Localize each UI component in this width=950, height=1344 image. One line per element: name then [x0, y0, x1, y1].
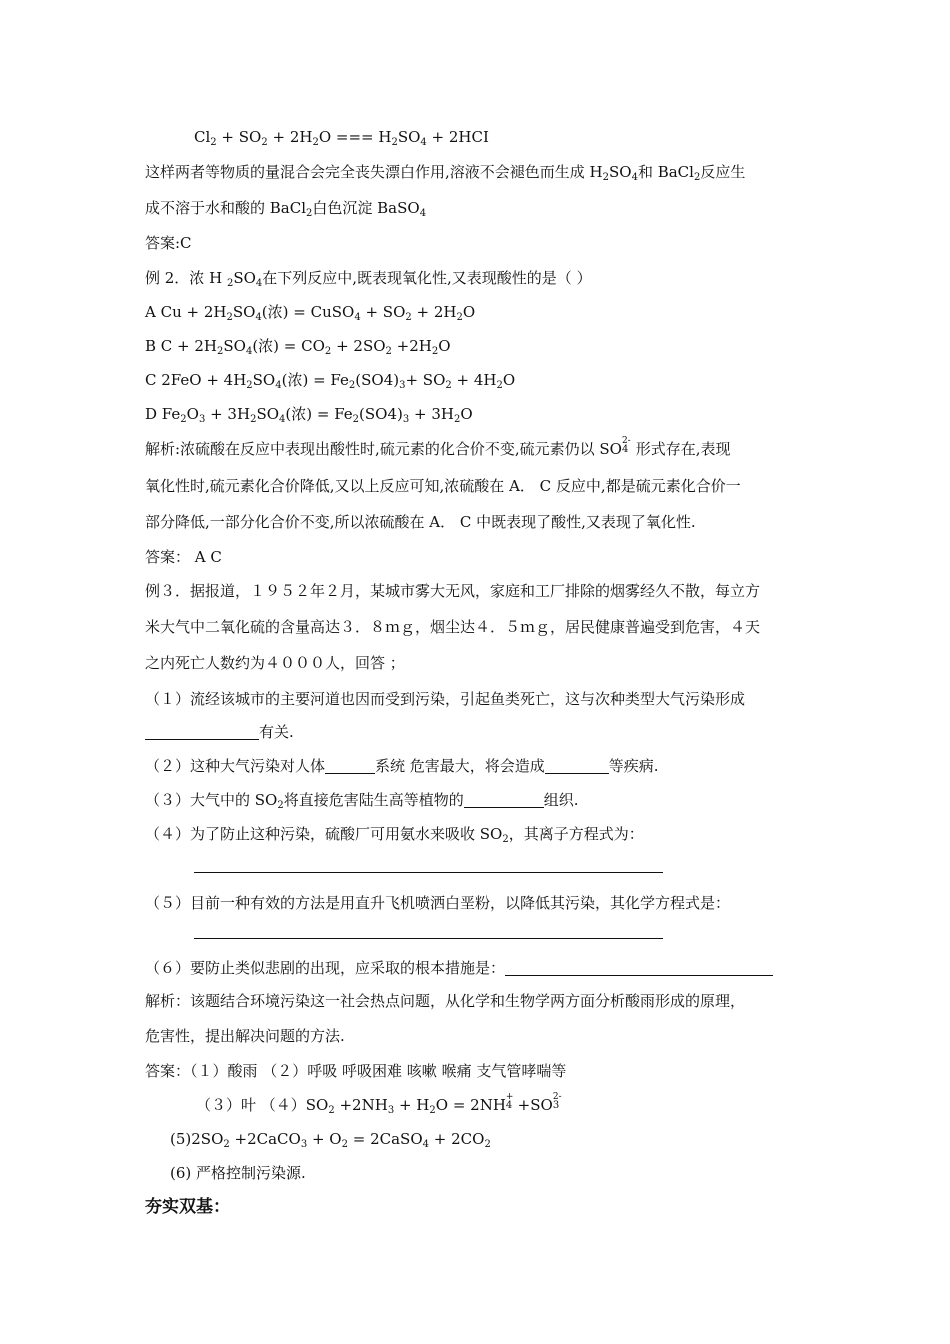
example3-analysis-line-2: 危害性，提出解决问题的方法. [145, 1027, 345, 1045]
example2-analysis-line-3: 部分降低,一部分化合价不变,所以浓硫酸在 A． C 中既表现了酸性,又表现了氧化性. [145, 513, 696, 531]
example3-q1-line-2: 有关. [145, 722, 294, 742]
example3-q1-line-1: （１）流经该城市的主要河道也因而受到污染，引起鱼类死亡，这与次种类型大气污染形成 [145, 690, 746, 708]
example2-option-a: A $Cu + 2H_2SO_4$(浓) = CuSO$_4$ + $SO_2 + 2H_2O$ [145, 303, 476, 323]
example3-analysis-line-1: 解析：该题结合环境污染这一社会热点问题，从化学和生物学两方面分析酸雨形成的原理， [145, 992, 746, 1010]
example3-q5: （５）目前一种有效的方法是用直升飞机喷洒白垩粉，以降低其污染，其化学方程式是： [145, 894, 731, 912]
example3-q4: （４）为了防止这种污染，硫酸厂可用氨水来吸收 $SO_2$，其离子方程式为： [145, 825, 644, 845]
intro-explanation-line-1: 这样两者等物质的量混合会完全丧失漂白作用,溶液不会褪色而生成 $H_2SO_4$和 BaCl$_2$反应生 [145, 163, 746, 183]
example3-q2: （２）这种大气污染对人体 系统 危害最大，将会造成 等疾病. [145, 757, 659, 775]
answer-blank [145, 723, 259, 740]
example3-q3: （３）大气中的 $SO_2$将直接危害陆生高等植物的 组织. [145, 791, 579, 811]
example3-answer-line-2: （３）叶 $(4)SO_2 +2NH_3 + H_2O = 2NH$ 4 + +SO 3 2- [196, 1092, 562, 1116]
equation-cl2-so2: $Cl_2 + SO_2 + 2H_2O$ === $H_2SO_4 + 2HCI$ [194, 128, 489, 148]
answer-blank [464, 791, 544, 808]
answer-line [194, 872, 663, 873]
example2-question: 例 2．浓 H $_2SO_4$在下列反应中,既表现氧化性,又表现酸性的是（ ） [145, 269, 592, 289]
answer-line [194, 938, 663, 939]
example2-analysis-line-1: 解析:浓硫酸在反应中表现出酸性时,硫元素的化合价不变,硫元素仍以 SO 4 2- 形式存在,表现 [145, 436, 731, 458]
example2-option-d: D $Fe_2O_3 + 3H_2SO_4$(浓) = $Fe_2(SO4)_3 + 3H_2O$ [145, 405, 473, 425]
example3-answer-line-1: 答案：（１）酸雨 （２）呼吸 呼吸困难 咳嗽 喉痛 支气管哮喘等 [145, 1062, 567, 1080]
example3-intro-line-3: 之内死亡人数约为４０００人，回答 ； [145, 654, 405, 672]
example2-option-b: B $C + 2H_2SO_4$(浓) = $CO_2 + 2SO_2 +2H_2O$ [145, 337, 451, 357]
example3-answer-line-4: (6) 严格控制污染源. [170, 1164, 306, 1182]
intro-answer: 答案:C [145, 234, 192, 252]
intro-explanation-line-2: 成不溶于水和酸的 BaCl$_2$白色沉淀 BaSO$_4$ [145, 199, 427, 219]
example3-intro-line-1: 例３．据报道，１９５２年２月，某城市雾大无风，家庭和工厂排除的烟雾经久不散，每立方 [145, 582, 761, 600]
answer-blank [325, 757, 375, 774]
answer-blank [505, 959, 773, 976]
example2-analysis-line-2: 氧化性时,硫元素化合价降低,又以上反应可知,浓硫酸在 A． C 反应中,都是硫元素化合价一 [145, 477, 741, 495]
answer-blank [545, 757, 609, 774]
example2-option-c: C $2FeO + 4H_2SO_4$(浓) = $Fe_2(SO4)_3+ SO_2 + 4H_2O$ [145, 371, 516, 391]
example2-answer: 答案： A C [145, 548, 222, 566]
example3-answer-line-3: $(5)2SO_2$ +2CaCO$_3$ + $O_2$ = 2CaSO$_4$ + $2CO_2$ [170, 1130, 491, 1150]
example3-intro-line-2: 米大气中二氧化硫的含量高达３．８ｍｇ，烟尘达４．５ｍｇ，居民健康普遍受到危害，４天 [145, 618, 761, 636]
section-title: 夯实双基： [145, 1197, 230, 1217]
example3-q6: （６）要防止类似悲剧的出现，应采取的根本措施是： [145, 958, 773, 978]
